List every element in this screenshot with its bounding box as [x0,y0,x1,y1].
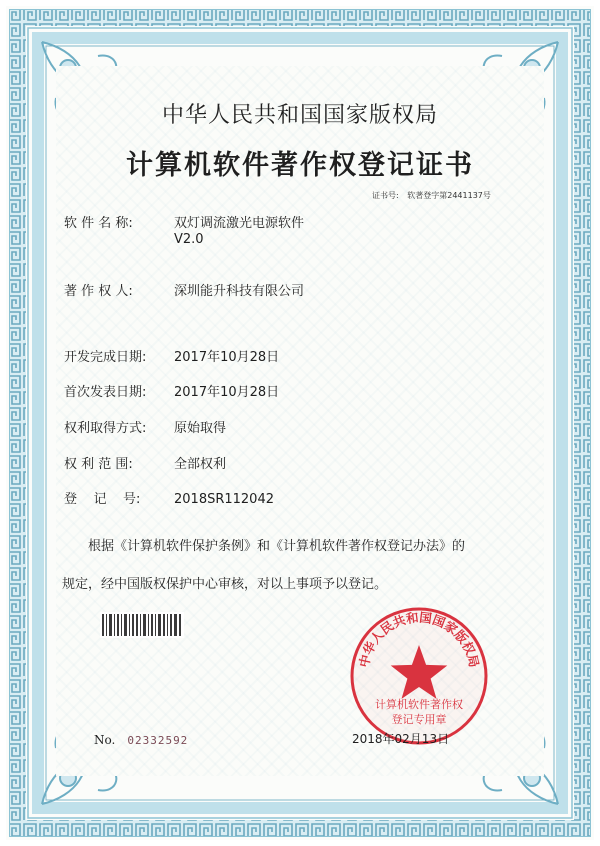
completion-date-value: 2017年10月28日 [174,350,280,365]
software-version-row [64,232,204,247]
statement-line-1: 根据《计算机软件保护条例》和《计算机软件著作权登记办法》的 [88,539,466,554]
publication-date-value: 2017年10月28日 [174,385,280,400]
official-seal [348,605,490,747]
software-name-value: 双灯调流激光电源软件 [174,216,305,231]
acquisition-row [64,417,226,436]
scope-value: 全部权利 [174,457,227,472]
registration-number-row [64,488,274,507]
owner-value: 深圳能升科技有限公司 [174,284,305,299]
publication-date-row [64,381,279,400]
scope-label: 权 利 范 围: [64,457,133,472]
completion-date-row [64,346,279,365]
registration-number-value: 2018SR112042 [174,492,274,507]
software-name-label: 软 件 名 称: [64,216,133,231]
certificate-number-value: 软著登字第2441137号 [407,191,491,200]
owner-label: 著 作 权 人: [64,284,133,299]
certificate-number [372,190,491,201]
owner-row [64,280,304,299]
publication-date-label: 首次发表日期: [64,385,147,400]
software-version-value: V2.0 [174,232,204,247]
acquisition-value: 原始取得 [174,421,227,436]
statement-line-2: 规定，经中国版权保护中心审核，对以上事项予以登记。 [62,577,388,592]
seal-ring-text: 中华人民共和国国家版权局 [356,609,482,669]
issuer-heading: 中华人民共和国国家版权局 [161,103,438,128]
barcode [100,612,184,638]
serial-number [94,733,188,747]
registration-number-label: 登 记 号: [64,492,141,507]
seal-line-2: 登记专用章 [391,713,447,726]
seal-line-1: 计算机软件著作权 [375,698,463,711]
certificate-number-label: 证书号: [372,191,399,200]
software-name-row [64,212,304,231]
serial-number-value: 02332592 [127,734,189,747]
certificate-title: 计算机软件著作权登记证书 [126,150,474,181]
serial-number-label: No. [94,733,116,747]
acquisition-label: 权利取得方式: [64,421,147,436]
scope-row [64,453,226,472]
issue-date: 2018年02月13日 [352,732,450,746]
completion-date-label: 开发完成日期: [64,350,147,365]
